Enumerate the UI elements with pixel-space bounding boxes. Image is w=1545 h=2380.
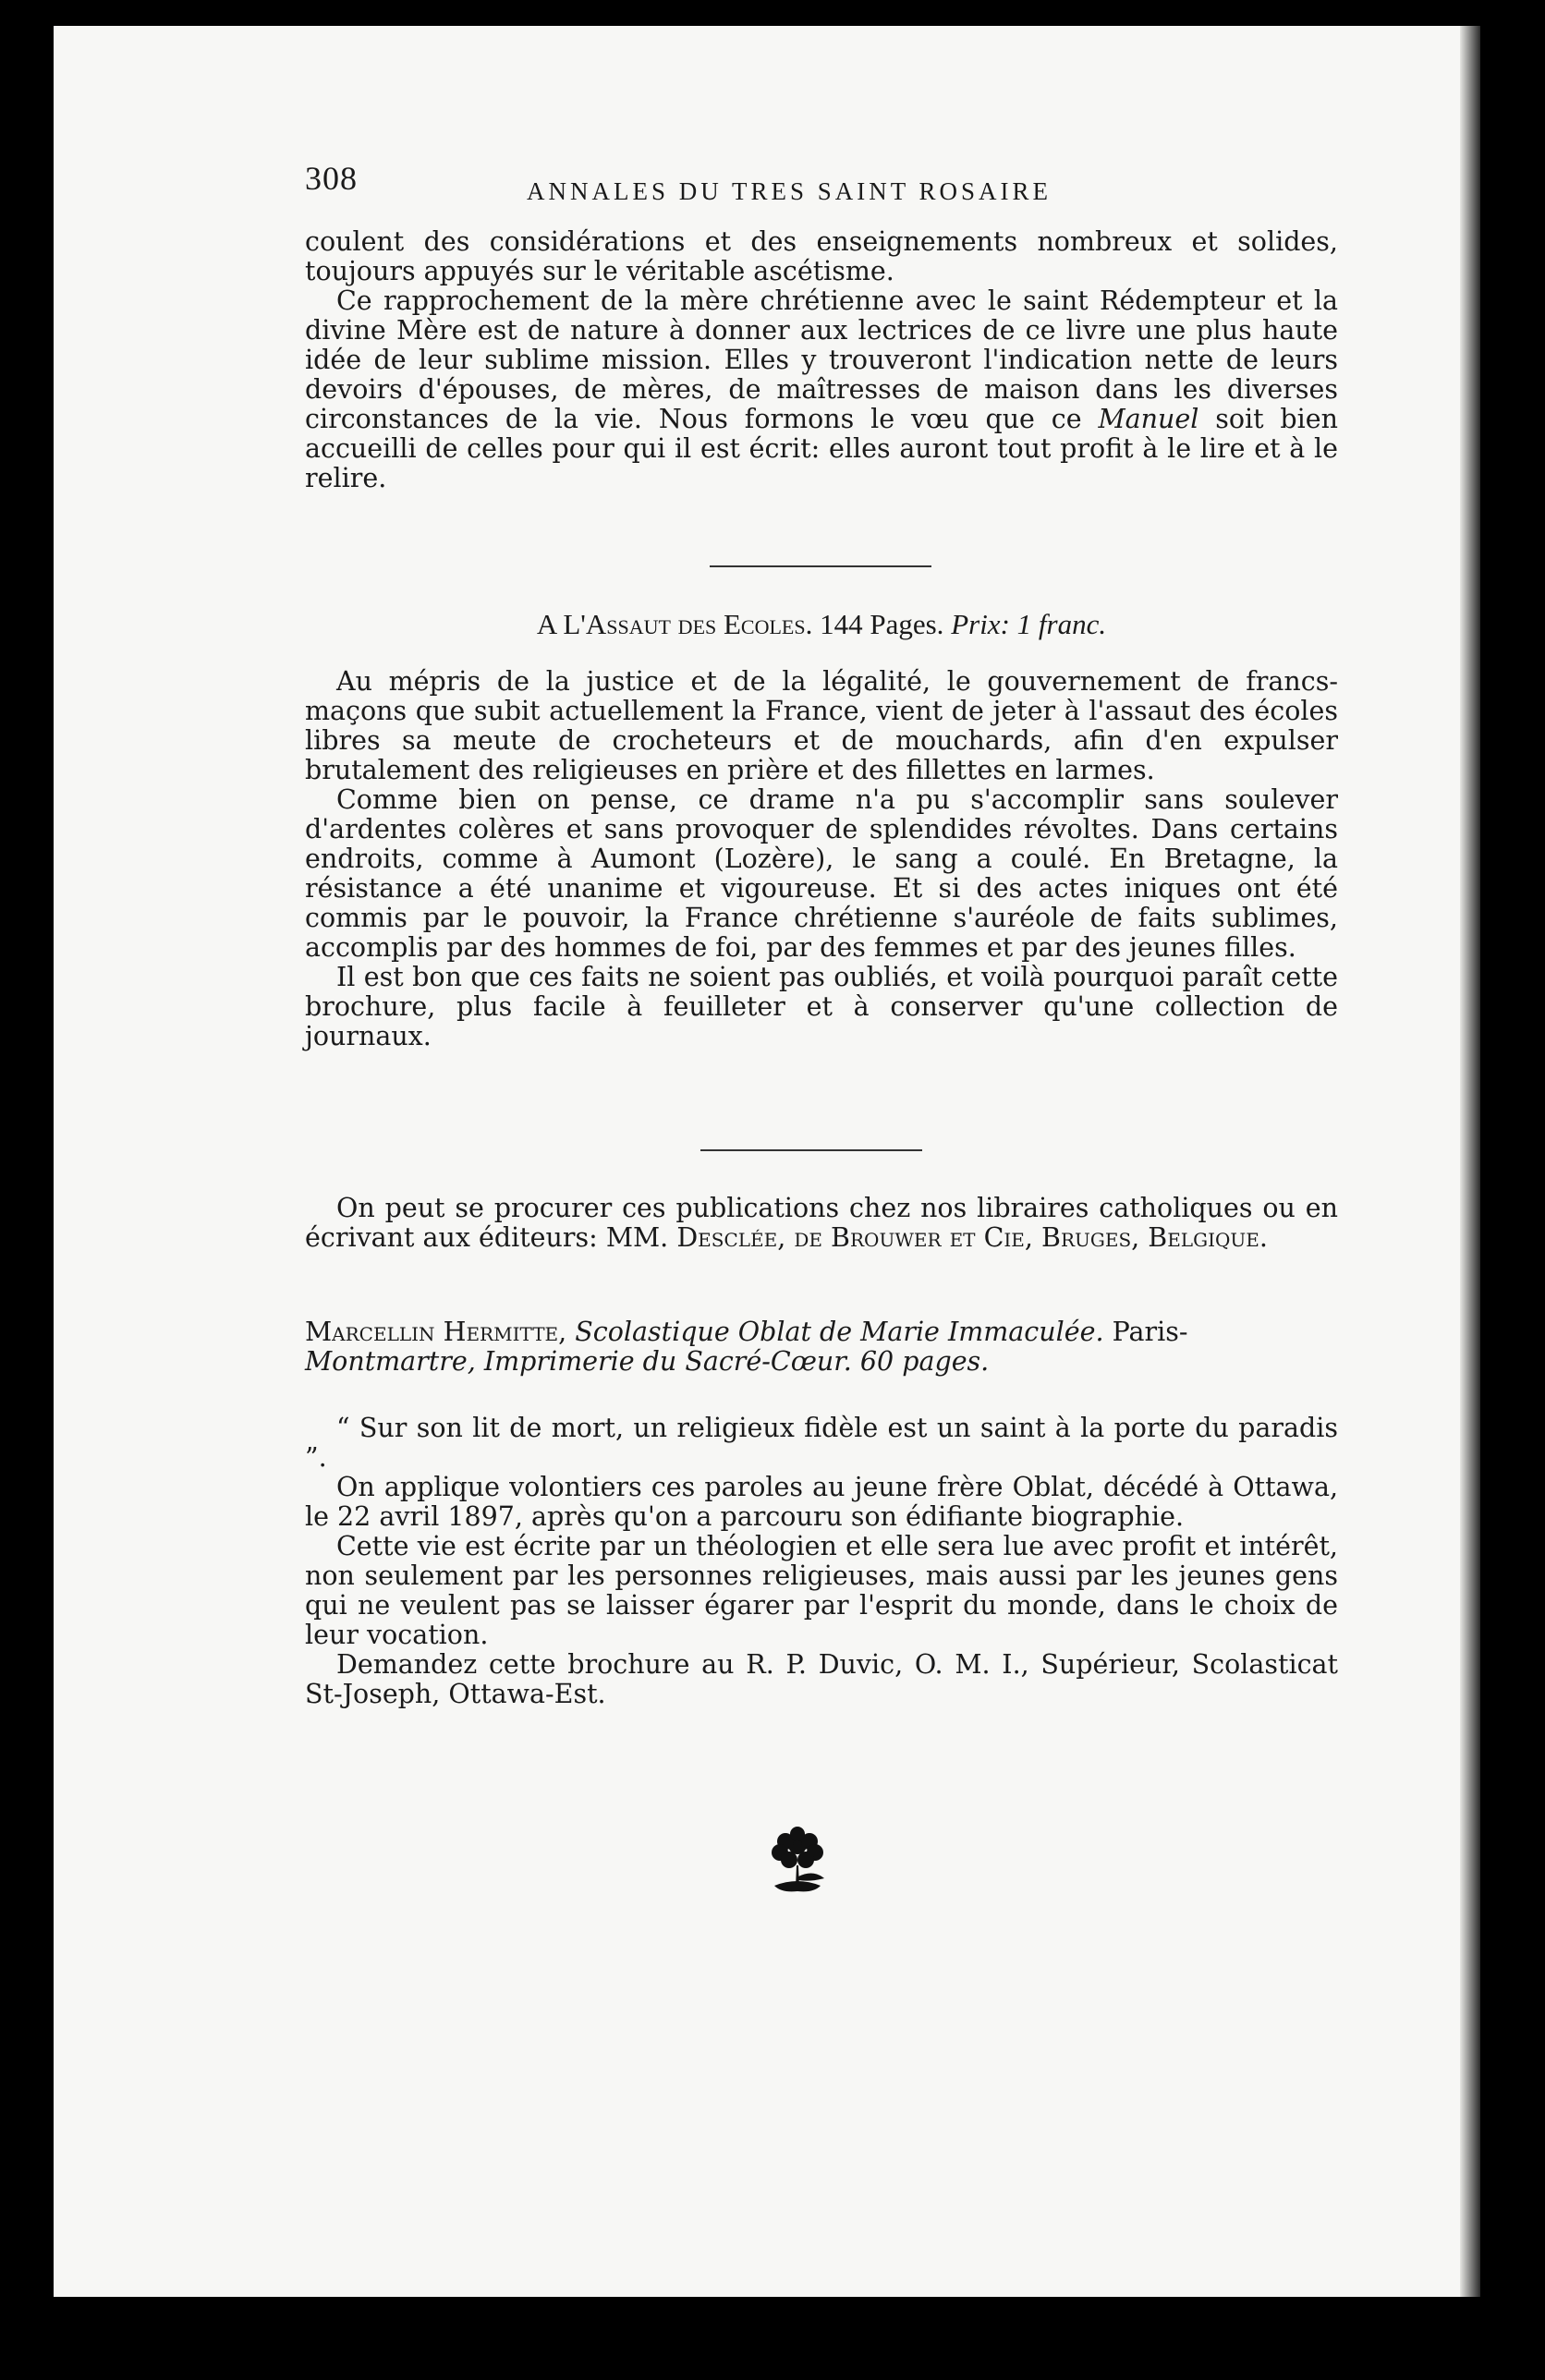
running-head: [305, 159, 1192, 205]
paragraph: On peut se procurer ces publications chez nos libraires catholiques ou en écrivant aux éditeurs: MM. Desclée, de Brouwer et Cie, Bruges, Belgique.: [305, 1193, 1338, 1253]
paragraph: Il est bon que ces faits ne soient pas oubliés, et voilà pourquoi paraît cette brochure, plus facile à feuilleter et à conserver qu'une collection de journaux.: [305, 962, 1338, 1051]
italic-title: Manuel: [1098, 404, 1199, 434]
section-assaut-review: [305, 667, 1338, 1051]
section-hermitte-review: [305, 1414, 1338, 1709]
running-title: ANNALES DU TRES SAINT ROSAIRE: [527, 177, 1052, 205]
entry-title: Scolastique Oblat de Marie Immaculée.: [575, 1317, 1104, 1347]
entry-place-continued: Montmartre, Imprimerie du Sacré-Cœur.: [305, 1346, 852, 1377]
price-value: : 1 franc.: [1000, 608, 1107, 640]
section-divider: [710, 565, 931, 567]
paragraph: “ Sur son lit de mort, un religieux fidèle est un saint à la porte du paradis ”.: [305, 1413, 1338, 1473]
entry-pages: 60 pages.: [859, 1346, 990, 1377]
paragraph: coulent des considérations et des enseignements nombreux et solides, toujours appuyés sur le véritable ascétisme.: [305, 226, 1338, 286]
book-title-heading: [305, 608, 1338, 641]
paragraph: On applique volontiers ces paroles au jeune frère Oblat, décédé à Ottawa, le 22 avril 1897, après qu'on a parcouru son édifiante biographie.: [305, 1472, 1338, 1532]
paragraph: Ce rapprochement de la mère chrétienne avec le saint Rédempteur et la divine Mère est de nature à donner aux lectrices de ce livre une plus haute idée de leur sublime mission. Elles y trouveront l'indication nette de leurs devoirs d'épouses, de mères, de maîtresses de maison dans les diverses circonstances de la vie. Nous formons le vœu que ce Manuel soit bien accueilli de celles pour qui il est écrit: elles auront tout profit à le lire et à le relire.: [305, 285, 1338, 493]
publisher-name: Desclée, de Brouwer et Cie, Bruges, Belgique.: [676, 1222, 1268, 1253]
section-divider: [700, 1149, 922, 1151]
section-publishers: [305, 1194, 1338, 1253]
book-pages: 144 Pages.: [820, 608, 944, 640]
page-number: 308: [305, 160, 358, 197]
entry-place: Paris-: [1112, 1317, 1188, 1347]
paragraph: Demandez cette brochure au R. P. Duvic, O. M. I., Supérieur, Scolasticat St-Joseph, Ottawa-Est.: [305, 1649, 1338, 1709]
bibliographic-entry: [305, 1318, 1338, 1377]
entry-author: Marcellin Hermitte,: [305, 1317, 567, 1347]
page-edge: [1460, 26, 1480, 2297]
paragraph: Cette vie est écrite par un théologien et elle sera lue avec profit et intérêt, non seulement par les personnes religieuses, mais aussi par les jeunes gens qui ne veulent pas se laisser égarer par l'esprit du monde, dans le choix de leur vocation.: [305, 1531, 1338, 1650]
flower-ornament-icon: [756, 1825, 839, 1902]
section-manuel-review: [305, 227, 1338, 493]
paragraph: Au mépris de la justice et de la légalité, le gouvernement de francs-maçons que subit actuellement la France, vient de jeter à l'assaut des écoles libres sa meute de crocheteurs et de mouchards, afin d'en expulser brutalement des religieuses en prière et des fillettes en larmes.: [305, 666, 1338, 785]
price-label: Prix: [951, 608, 1001, 640]
paragraph: Comme bien on pense, ce drame n'a pu s'accomplir sans soulever d'ardentes colères et sans provoquer de splendides révoltes. Dans certains endroits, comme à Aumont (Lozère), le sang a coulé. En Bretagne, la résistance a été unanime et vigoureuse. Et si des actes iniques ont été commis par le pouvoir, la France chrétienne s'auréole de faits sublimes, accomplis par des hommes de foi, par des femmes et par des jeunes filles.: [305, 784, 1338, 963]
book-title: A L'Assaut des Ecoles.: [536, 608, 813, 640]
